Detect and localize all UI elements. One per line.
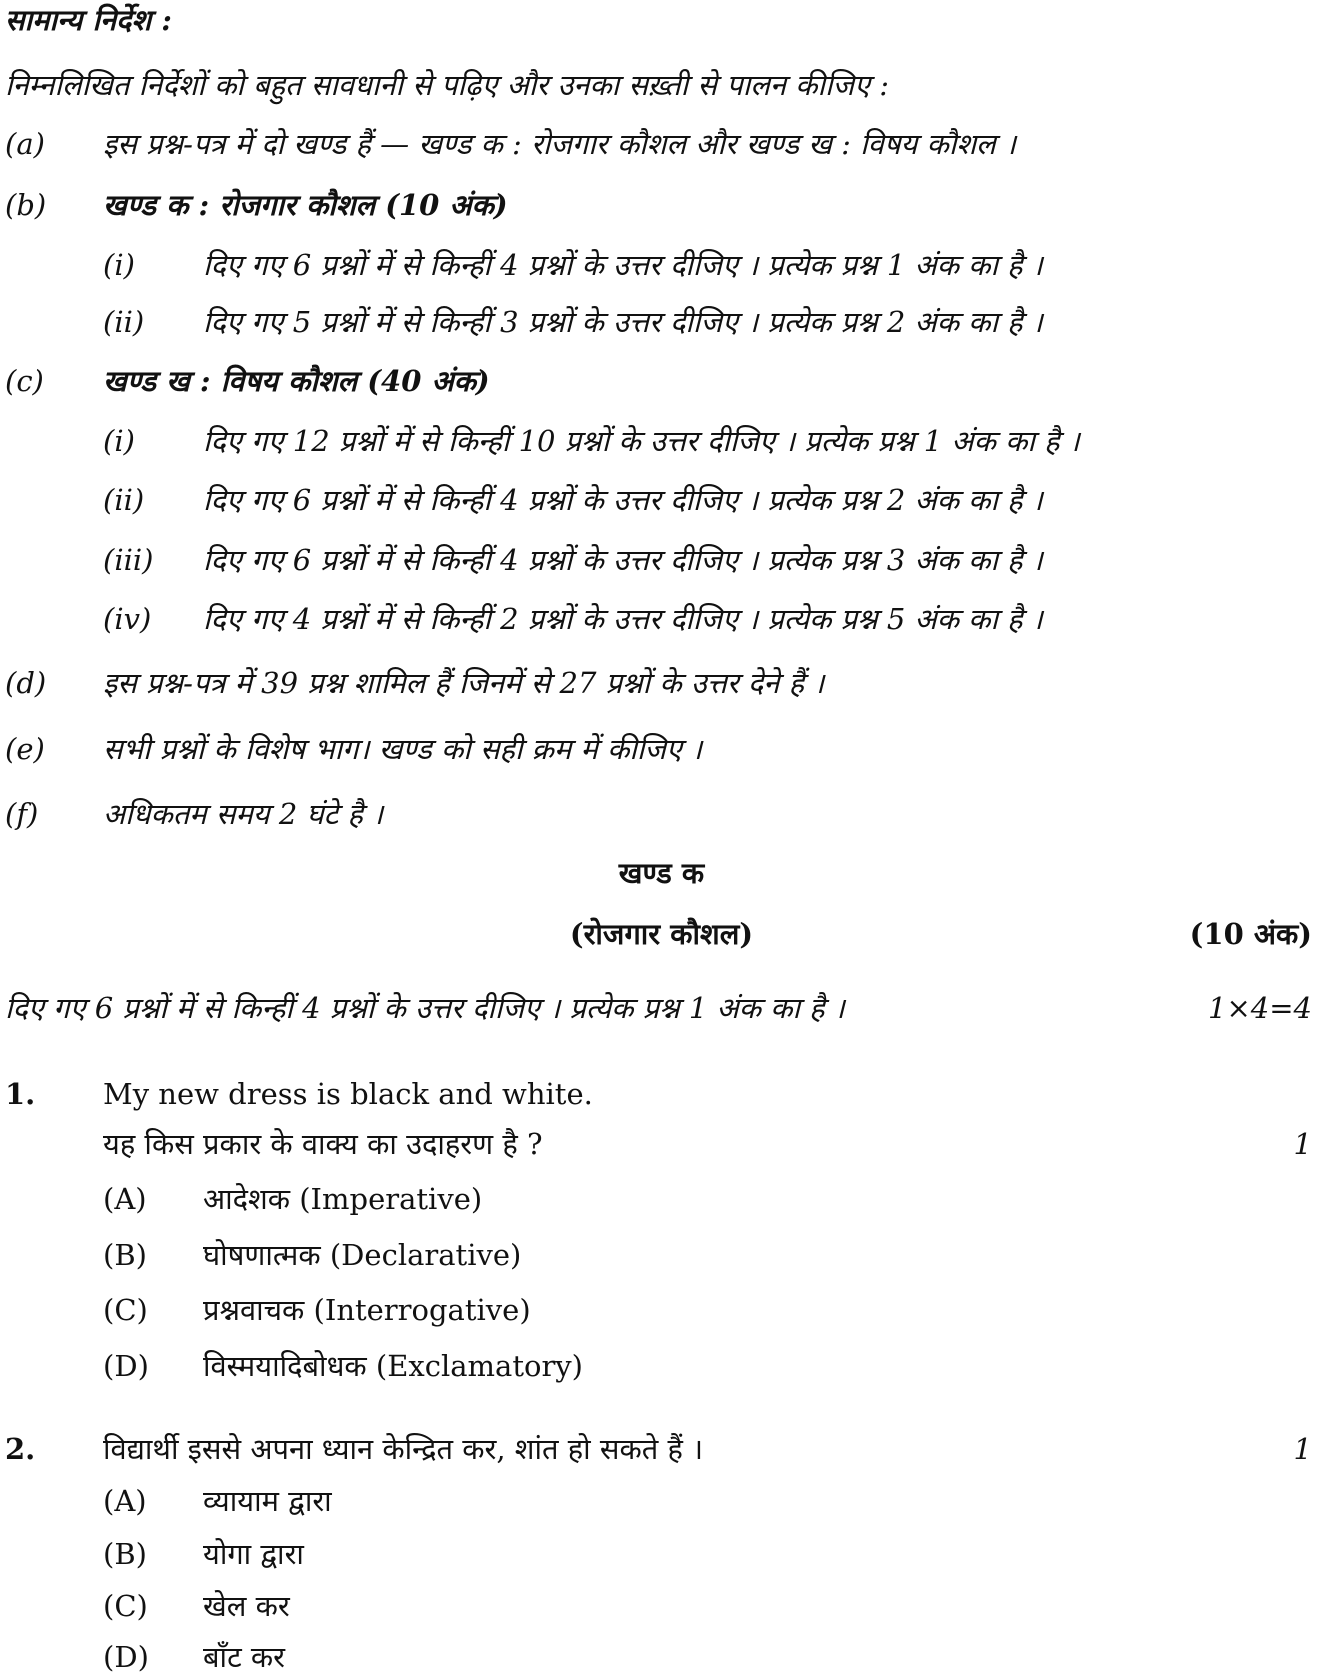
option-text: व्यायाम द्वारा	[203, 1484, 332, 1518]
item-label: (b)	[5, 188, 47, 222]
item-text: इस प्रश्न-पत्र में 39 प्रश्न शामिल हैं जिनमें से 27 प्रश्नों के उत्तर देने हैं ।	[103, 666, 825, 700]
item-text: अधिकतम समय 2 घंटे है ।	[103, 797, 384, 831]
item-text: सभी प्रश्नों के विशेष भाग। खण्ड को सही क्रम में कीजिए ।	[103, 732, 703, 766]
subitem-label: (ii)	[103, 305, 145, 339]
question-marks: 1	[1293, 1127, 1312, 1161]
item-label: (d)	[5, 666, 47, 700]
subitem-text: दिए गए 12 प्रश्नों में से किन्हीं 10 प्रश्नों के उत्तर दीजिए । प्रत्येक प्रश्न 1 अंक का है ।	[203, 424, 1080, 458]
option-label: (D)	[103, 1349, 149, 1383]
subitem-text: दिए गए 5 प्रश्नों में से किन्हीं 3 प्रश्नों के उत्तर दीजिए । प्रत्येक प्रश्न 2 अंक का है ।	[203, 305, 1043, 339]
option-text: आदेशक (Imperative)	[203, 1182, 483, 1216]
subitem-label: (iv)	[103, 602, 152, 636]
question-number: 1.	[5, 1077, 36, 1111]
question-text: My new dress is black and white.	[103, 1077, 593, 1111]
item-label: (f)	[5, 797, 39, 831]
item-label: (c)	[5, 364, 44, 398]
instructions-title: सामान्य निर्देश :	[5, 3, 172, 37]
option-text: घोषणात्मक (Declarative)	[203, 1238, 522, 1272]
section-subheading: (रोजगार कौशल)	[569, 917, 754, 951]
option-text: खेल कर	[203, 1589, 290, 1623]
section-marks: (10 अंक)	[1189, 917, 1312, 951]
subitem-text: दिए गए 6 प्रश्नों में से किन्हीं 4 प्रश्नों के उत्तर दीजिए । प्रत्येक प्रश्न 3 अंक का है ।	[203, 543, 1043, 577]
option-label: (B)	[103, 1537, 147, 1571]
option-label: (C)	[103, 1589, 148, 1623]
question-marks: 1	[1293, 1432, 1312, 1466]
option-label: (C)	[103, 1293, 148, 1327]
subitem-text: दिए गए 6 प्रश्नों में से किन्हीं 4 प्रश्नों के उत्तर दीजिए । प्रत्येक प्रश्न 2 अंक का है ।	[203, 483, 1043, 517]
item-label: (e)	[5, 732, 45, 766]
option-label: (A)	[103, 1484, 147, 1518]
subitem-label: (i)	[103, 424, 135, 458]
option-text: बाँट कर	[203, 1640, 286, 1674]
subitem-label: (ii)	[103, 483, 145, 517]
section-heading: खण्ड क	[618, 856, 705, 890]
option-text: विस्मयादिबोधक (Exclamatory)	[203, 1349, 584, 1383]
subitem-label: (i)	[103, 248, 135, 282]
option-label: (B)	[103, 1238, 147, 1272]
option-text: प्रश्नवाचक (Interrogative)	[203, 1293, 531, 1327]
item-text: इस प्रश्न-पत्र में दो खण्ड हैं — खण्ड क : रोजगार कौशल और खण्ड ख : विषय कौशल ।	[103, 127, 1016, 161]
subitem-text: दिए गए 6 प्रश्नों में से किन्हीं 4 प्रश्नों के उत्तर दीजिए । प्रत्येक प्रश्न 1 अंक का है ।	[203, 248, 1043, 282]
section-instruction: दिए गए 6 प्रश्नों में से किन्हीं 4 प्रश्नों के उत्तर दीजिए । प्रत्येक प्रश्न 1 अंक का है ।	[5, 991, 845, 1025]
question-text: विद्यार्थी इससे अपना ध्यान केन्द्रित कर, शांत हो सकते हैं ।	[103, 1432, 704, 1466]
section-instruction-marks: 1×4=4	[1208, 991, 1312, 1025]
question-number: 2.	[5, 1432, 36, 1466]
item-label: (a)	[5, 127, 45, 161]
instructions-intro: निम्नलिखित निर्देशों को बहुत सावधानी से पढ़िए और उनका सख़्ती से पालन कीजिए :	[5, 68, 890, 102]
option-label: (A)	[103, 1182, 147, 1216]
item-text: खण्ड ख : विषय कौशल (40 अंक)	[103, 364, 490, 398]
option-text: योगा द्वारा	[203, 1537, 304, 1571]
option-label: (D)	[103, 1640, 149, 1674]
question-text-hindi: यह किस प्रकार के वाक्य का उदाहरण है ?	[103, 1127, 543, 1161]
item-text: खण्ड क : रोजगार कौशल (10 अंक)	[103, 188, 508, 222]
subitem-text: दिए गए 4 प्रश्नों में से किन्हीं 2 प्रश्नों के उत्तर दीजिए । प्रत्येक प्रश्न 5 अंक का है ।	[203, 602, 1043, 636]
subitem-label: (iii)	[103, 543, 154, 577]
